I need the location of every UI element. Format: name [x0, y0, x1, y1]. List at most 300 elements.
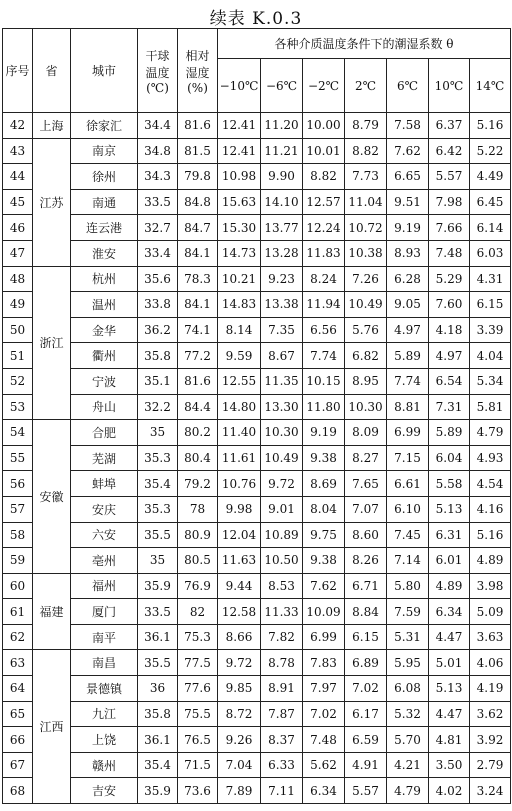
header-temp: 14℃: [470, 59, 511, 113]
cell-coefficient: 7.11: [261, 778, 303, 804]
table-body: [3, 113, 511, 804]
table-row: [3, 240, 511, 266]
cell-dry-bulb: 34.4: [138, 113, 178, 139]
cell-coefficient: 6.28: [387, 266, 429, 292]
cell-coefficient: 9.72: [261, 471, 303, 497]
cell-coefficient: 5.89: [387, 343, 429, 369]
cell-seq: 62: [3, 624, 33, 650]
cell-humidity: 84.1: [178, 292, 218, 318]
cell-coefficient: 4.97: [387, 317, 429, 343]
cell-humidity: 77.5: [178, 650, 218, 676]
cell-coefficient: 7.66: [429, 215, 470, 241]
cell-coefficient: 6.08: [387, 676, 429, 702]
cell-humidity: 78: [178, 496, 218, 522]
cell-coefficient: 5.57: [345, 778, 387, 804]
cell-coefficient: 8.37: [261, 727, 303, 753]
cell-coefficient: 4.89: [429, 573, 470, 599]
cell-seq: 45: [3, 189, 33, 215]
cell-coefficient: 6.37: [429, 113, 470, 139]
table-row: [3, 138, 511, 164]
cell-humidity: 80.9: [178, 522, 218, 548]
cell-coefficient: 8.82: [345, 138, 387, 164]
cell-coefficient: 11.61: [218, 445, 261, 471]
cell-coefficient: 14.80: [218, 394, 261, 420]
cell-city: 徐家汇: [71, 113, 138, 139]
table-row: [3, 113, 511, 139]
cell-city: 芜湖: [71, 445, 138, 471]
cell-coefficient: 3.62: [470, 701, 511, 727]
cell-coefficient: 4.16: [470, 496, 511, 522]
cell-coefficient: 5.16: [470, 113, 511, 139]
cell-province: 江苏: [33, 138, 71, 266]
cell-humidity: 82: [178, 599, 218, 625]
table-row: [3, 496, 511, 522]
header-coefficient-group: 各种介质温度条件下的潮湿系数 θ: [218, 29, 511, 59]
table-row: [3, 368, 511, 394]
cell-coefficient: 5.95: [387, 650, 429, 676]
table-row: [3, 752, 511, 778]
cell-coefficient: 8.04: [303, 496, 345, 522]
cell-seq: 42: [3, 113, 33, 139]
table-row: [3, 701, 511, 727]
cell-coefficient: 5.80: [387, 573, 429, 599]
cell-coefficient: 10.01: [303, 138, 345, 164]
cell-seq: 50: [3, 317, 33, 343]
cell-coefficient: 3.63: [470, 624, 511, 650]
cell-coefficient: 8.60: [345, 522, 387, 548]
cell-coefficient: 6.56: [303, 317, 345, 343]
cell-coefficient: 5.32: [387, 701, 429, 727]
cell-coefficient: 4.02: [429, 778, 470, 804]
cell-coefficient: 7.89: [218, 778, 261, 804]
cell-seq: 57: [3, 496, 33, 522]
cell-dry-bulb: 33.4: [138, 240, 178, 266]
cell-coefficient: 6.99: [387, 420, 429, 446]
cell-coefficient: 6.01: [429, 548, 470, 574]
cell-coefficient: 8.93: [387, 240, 429, 266]
cell-coefficient: 5.62: [303, 752, 345, 778]
cell-city: 九江: [71, 701, 138, 727]
cell-dry-bulb: 36.1: [138, 727, 178, 753]
cell-seq: 53: [3, 394, 33, 420]
cell-coefficient: 7.74: [387, 368, 429, 394]
cell-coefficient: 7.48: [303, 727, 345, 753]
moisture-coefficient-table: [2, 28, 511, 804]
cell-coefficient: 5.29: [429, 266, 470, 292]
table-row: [3, 189, 511, 215]
cell-seq: 58: [3, 522, 33, 548]
cell-coefficient: 11.04: [345, 189, 387, 215]
cell-coefficient: 5.89: [429, 420, 470, 446]
cell-coefficient: 8.69: [303, 471, 345, 497]
cell-dry-bulb: 35.4: [138, 752, 178, 778]
cell-coefficient: 7.82: [261, 624, 303, 650]
cell-humidity: 81.6: [178, 368, 218, 394]
cell-coefficient: 4.19: [470, 676, 511, 702]
cell-coefficient: 4.91: [345, 752, 387, 778]
cell-province: 福建: [33, 573, 71, 650]
cell-province: 上海: [33, 113, 71, 139]
cell-coefficient: 10.49: [345, 292, 387, 318]
cell-coefficient: 11.40: [218, 420, 261, 446]
cell-coefficient: 7.02: [303, 701, 345, 727]
cell-coefficient: 4.18: [429, 317, 470, 343]
cell-coefficient: 15.30: [218, 215, 261, 241]
cell-coefficient: 10.72: [345, 215, 387, 241]
cell-seq: 54: [3, 420, 33, 446]
cell-humidity: 74.1: [178, 317, 218, 343]
cell-humidity: 79.2: [178, 471, 218, 497]
cell-coefficient: 6.14: [470, 215, 511, 241]
cell-coefficient: 6.10: [387, 496, 429, 522]
cell-coefficient: 5.81: [470, 394, 511, 420]
table-row: [3, 317, 511, 343]
cell-coefficient: 5.57: [429, 164, 470, 190]
cell-coefficient: 13.28: [261, 240, 303, 266]
cell-coefficient: 12.41: [218, 138, 261, 164]
cell-city: 上饶: [71, 727, 138, 753]
cell-dry-bulb: 36: [138, 676, 178, 702]
cell-coefficient: 3.24: [470, 778, 511, 804]
cell-coefficient: 10.15: [303, 368, 345, 394]
cell-seq: 44: [3, 164, 33, 190]
cell-coefficient: 4.31: [470, 266, 511, 292]
cell-coefficient: 6.03: [470, 240, 511, 266]
cell-coefficient: 8.72: [218, 701, 261, 727]
cell-city: 南京: [71, 138, 138, 164]
cell-humidity: 81.6: [178, 113, 218, 139]
table-row: [3, 420, 511, 446]
cell-coefficient: 6.45: [470, 189, 511, 215]
cell-humidity: 77.2: [178, 343, 218, 369]
cell-coefficient: 3.50: [429, 752, 470, 778]
cell-dry-bulb: 36.1: [138, 624, 178, 650]
table-row: [3, 522, 511, 548]
cell-coefficient: 4.06: [470, 650, 511, 676]
cell-coefficient: 10.49: [261, 445, 303, 471]
table-row: [3, 624, 511, 650]
cell-dry-bulb: 35: [138, 548, 178, 574]
cell-coefficient: 11.80: [303, 394, 345, 420]
cell-coefficient: 6.71: [345, 573, 387, 599]
header-city: 城市: [71, 29, 138, 113]
cell-dry-bulb: 33.8: [138, 292, 178, 318]
cell-coefficient: 11.33: [261, 599, 303, 625]
cell-coefficient: 13.38: [261, 292, 303, 318]
cell-seq: 49: [3, 292, 33, 318]
cell-humidity: 78.3: [178, 266, 218, 292]
cell-coefficient: 7.65: [345, 471, 387, 497]
cell-seq: 67: [3, 752, 33, 778]
cell-city: 亳州: [71, 548, 138, 574]
cell-province: 浙江: [33, 266, 71, 420]
cell-humidity: 84.1: [178, 240, 218, 266]
cell-city: 厦门: [71, 599, 138, 625]
cell-coefficient: 4.79: [470, 420, 511, 446]
cell-coefficient: 8.95: [345, 368, 387, 394]
table-title: 续表 K.0.3: [209, 9, 303, 29]
cell-seq: 63: [3, 650, 33, 676]
cell-coefficient: 4.79: [387, 778, 429, 804]
cell-city: 淮安: [71, 240, 138, 266]
cell-coefficient: 9.38: [303, 445, 345, 471]
cell-coefficient: 10.00: [303, 113, 345, 139]
cell-coefficient: 8.14: [218, 317, 261, 343]
cell-dry-bulb: 35.8: [138, 343, 178, 369]
cell-coefficient: 6.59: [345, 727, 387, 753]
cell-coefficient: 7.31: [429, 394, 470, 420]
table-row: [3, 266, 511, 292]
header-province: 省: [33, 29, 71, 113]
cell-humidity: 76.9: [178, 573, 218, 599]
cell-coefficient: 6.17: [345, 701, 387, 727]
cell-coefficient: 9.19: [387, 215, 429, 241]
cell-dry-bulb: 35.3: [138, 496, 178, 522]
cell-city: 南昌: [71, 650, 138, 676]
cell-seq: 56: [3, 471, 33, 497]
header-temp: −6℃: [261, 59, 303, 113]
cell-coefficient: 11.94: [303, 292, 345, 318]
cell-coefficient: 3.98: [470, 573, 511, 599]
cell-coefficient: 8.84: [345, 599, 387, 625]
cell-coefficient: 6.82: [345, 343, 387, 369]
cell-seq: 51: [3, 343, 33, 369]
cell-coefficient: 6.42: [429, 138, 470, 164]
cell-coefficient: 9.85: [218, 676, 261, 702]
cell-city: 景德镇: [71, 676, 138, 702]
cell-coefficient: 4.54: [470, 471, 511, 497]
cell-province: 安徽: [33, 420, 71, 574]
cell-coefficient: 5.13: [429, 496, 470, 522]
cell-seq: 52: [3, 368, 33, 394]
cell-coefficient: 4.47: [429, 624, 470, 650]
cell-dry-bulb: 35.8: [138, 701, 178, 727]
cell-seq: 68: [3, 778, 33, 804]
cell-city: 蚌埠: [71, 471, 138, 497]
cell-city: 徐州: [71, 164, 138, 190]
cell-coefficient: 7.73: [345, 164, 387, 190]
cell-dry-bulb: 35.3: [138, 445, 178, 471]
cell-coefficient: 7.59: [387, 599, 429, 625]
cell-city: 温州: [71, 292, 138, 318]
cell-dry-bulb: 34.8: [138, 138, 178, 164]
cell-coefficient: 7.15: [387, 445, 429, 471]
cell-humidity: 84.7: [178, 215, 218, 241]
cell-coefficient: 4.81: [429, 727, 470, 753]
cell-humidity: 75.5: [178, 701, 218, 727]
cell-coefficient: 9.59: [218, 343, 261, 369]
table-row: [3, 548, 511, 574]
cell-dry-bulb: 35.9: [138, 573, 178, 599]
table-row: [3, 292, 511, 318]
cell-coefficient: 2.79: [470, 752, 511, 778]
header-temp: 2℃: [345, 59, 387, 113]
cell-seq: 61: [3, 599, 33, 625]
cell-coefficient: 13.30: [261, 394, 303, 420]
cell-coefficient: 10.50: [261, 548, 303, 574]
cell-coefficient: 9.51: [387, 189, 429, 215]
cell-coefficient: 11.20: [261, 113, 303, 139]
cell-humidity: 80.2: [178, 420, 218, 446]
cell-coefficient: 10.09: [303, 599, 345, 625]
header-humidity: 相对 湿度 (%): [178, 29, 218, 113]
cell-coefficient: 8.26: [345, 548, 387, 574]
cell-coefficient: 9.01: [261, 496, 303, 522]
cell-coefficient: 4.49: [470, 164, 511, 190]
cell-coefficient: 14.10: [261, 189, 303, 215]
cell-coefficient: 11.21: [261, 138, 303, 164]
cell-city: 安庆: [71, 496, 138, 522]
cell-seq: 46: [3, 215, 33, 241]
cell-coefficient: 8.09: [345, 420, 387, 446]
cell-humidity: 77.6: [178, 676, 218, 702]
cell-coefficient: 10.98: [218, 164, 261, 190]
cell-coefficient: 10.76: [218, 471, 261, 497]
cell-city: 福州: [71, 573, 138, 599]
cell-coefficient: 12.24: [303, 215, 345, 241]
cell-coefficient: 4.47: [429, 701, 470, 727]
cell-coefficient: 12.41: [218, 113, 261, 139]
cell-coefficient: 6.33: [261, 752, 303, 778]
cell-coefficient: 9.05: [387, 292, 429, 318]
cell-humidity: 73.6: [178, 778, 218, 804]
cell-coefficient: 5.34: [470, 368, 511, 394]
table-row: [3, 445, 511, 471]
cell-coefficient: 9.38: [303, 548, 345, 574]
cell-coefficient: 6.34: [429, 599, 470, 625]
cell-dry-bulb: 33.5: [138, 189, 178, 215]
cell-coefficient: 7.35: [261, 317, 303, 343]
cell-city: 合肥: [71, 420, 138, 446]
cell-humidity: 75.3: [178, 624, 218, 650]
cell-coefficient: 7.62: [387, 138, 429, 164]
cell-coefficient: 14.73: [218, 240, 261, 266]
cell-coefficient: 7.04: [218, 752, 261, 778]
cell-coefficient: 5.09: [470, 599, 511, 625]
cell-humidity: 84.8: [178, 189, 218, 215]
table-row: [3, 778, 511, 804]
cell-city: 金华: [71, 317, 138, 343]
cell-seq: 66: [3, 727, 33, 753]
cell-coefficient: 13.77: [261, 215, 303, 241]
cell-coefficient: 5.31: [387, 624, 429, 650]
table-row: [3, 164, 511, 190]
cell-coefficient: 11.83: [303, 240, 345, 266]
cell-coefficient: 10.21: [218, 266, 261, 292]
cell-city: 衢州: [71, 343, 138, 369]
cell-coefficient: 11.35: [261, 368, 303, 394]
cell-coefficient: 10.89: [261, 522, 303, 548]
cell-coefficient: 6.61: [387, 471, 429, 497]
cell-coefficient: 15.63: [218, 189, 261, 215]
cell-coefficient: 8.67: [261, 343, 303, 369]
cell-coefficient: 6.65: [387, 164, 429, 190]
cell-coefficient: 10.38: [345, 240, 387, 266]
cell-coefficient: 5.76: [345, 317, 387, 343]
table-row: [3, 394, 511, 420]
cell-dry-bulb: 35: [138, 420, 178, 446]
cell-dry-bulb: 32.2: [138, 394, 178, 420]
cell-coefficient: 9.19: [303, 420, 345, 446]
cell-humidity: 76.5: [178, 727, 218, 753]
cell-city: 南平: [71, 624, 138, 650]
cell-coefficient: 6.89: [345, 650, 387, 676]
table-row: [3, 573, 511, 599]
header-temp: −2℃: [303, 59, 345, 113]
cell-seq: 60: [3, 573, 33, 599]
cell-coefficient: 12.55: [218, 368, 261, 394]
cell-coefficient: 9.26: [218, 727, 261, 753]
cell-dry-bulb: 35.4: [138, 471, 178, 497]
cell-dry-bulb: 32.7: [138, 215, 178, 241]
cell-coefficient: 4.21: [387, 752, 429, 778]
cell-coefficient: 5.58: [429, 471, 470, 497]
cell-coefficient: 6.04: [429, 445, 470, 471]
table-row: [3, 599, 511, 625]
cell-coefficient: 6.99: [303, 624, 345, 650]
cell-dry-bulb: 35.9: [138, 778, 178, 804]
cell-coefficient: 6.31: [429, 522, 470, 548]
cell-coefficient: 7.58: [387, 113, 429, 139]
cell-dry-bulb: 36.2: [138, 317, 178, 343]
header-seq: 序号: [3, 29, 33, 113]
cell-coefficient: 8.82: [303, 164, 345, 190]
cell-humidity: 71.5: [178, 752, 218, 778]
cell-coefficient: 7.45: [387, 522, 429, 548]
cell-coefficient: 14.83: [218, 292, 261, 318]
cell-coefficient: 5.70: [387, 727, 429, 753]
cell-coefficient: 9.72: [218, 650, 261, 676]
cell-coefficient: 8.79: [345, 113, 387, 139]
cell-dry-bulb: 35.1: [138, 368, 178, 394]
header-temp: 10℃: [429, 59, 470, 113]
cell-coefficient: 11.63: [218, 548, 261, 574]
cell-coefficient: 9.98: [218, 496, 261, 522]
cell-coefficient: 10.30: [261, 420, 303, 446]
cell-coefficient: 3.92: [470, 727, 511, 753]
cell-coefficient: 6.15: [470, 292, 511, 318]
table-row: [3, 343, 511, 369]
cell-humidity: 81.5: [178, 138, 218, 164]
cell-coefficient: 6.15: [345, 624, 387, 650]
cell-coefficient: 7.87: [261, 701, 303, 727]
cell-coefficient: 8.24: [303, 266, 345, 292]
cell-coefficient: 6.34: [303, 778, 345, 804]
table-row: [3, 215, 511, 241]
cell-coefficient: 8.81: [387, 394, 429, 420]
cell-coefficient: 7.83: [303, 650, 345, 676]
cell-coefficient: 12.58: [218, 599, 261, 625]
cell-dry-bulb: 33.5: [138, 599, 178, 625]
cell-coefficient: 3.39: [470, 317, 511, 343]
cell-city: 赣州: [71, 752, 138, 778]
header-dry-bulb: 干球 温度 (℃): [138, 29, 178, 113]
cell-coefficient: 12.04: [218, 522, 261, 548]
cell-seq: 43: [3, 138, 33, 164]
table-row: [3, 727, 511, 753]
cell-coefficient: 5.22: [470, 138, 511, 164]
cell-coefficient: 9.90: [261, 164, 303, 190]
cell-city: 宁波: [71, 368, 138, 394]
cell-coefficient: 4.89: [470, 548, 511, 574]
cell-coefficient: 7.97: [303, 676, 345, 702]
cell-seq: 65: [3, 701, 33, 727]
cell-coefficient: 7.14: [387, 548, 429, 574]
header-temp: −10℃: [218, 59, 261, 113]
cell-coefficient: 9.75: [303, 522, 345, 548]
cell-coefficient: 8.53: [261, 573, 303, 599]
cell-humidity: 80.5: [178, 548, 218, 574]
